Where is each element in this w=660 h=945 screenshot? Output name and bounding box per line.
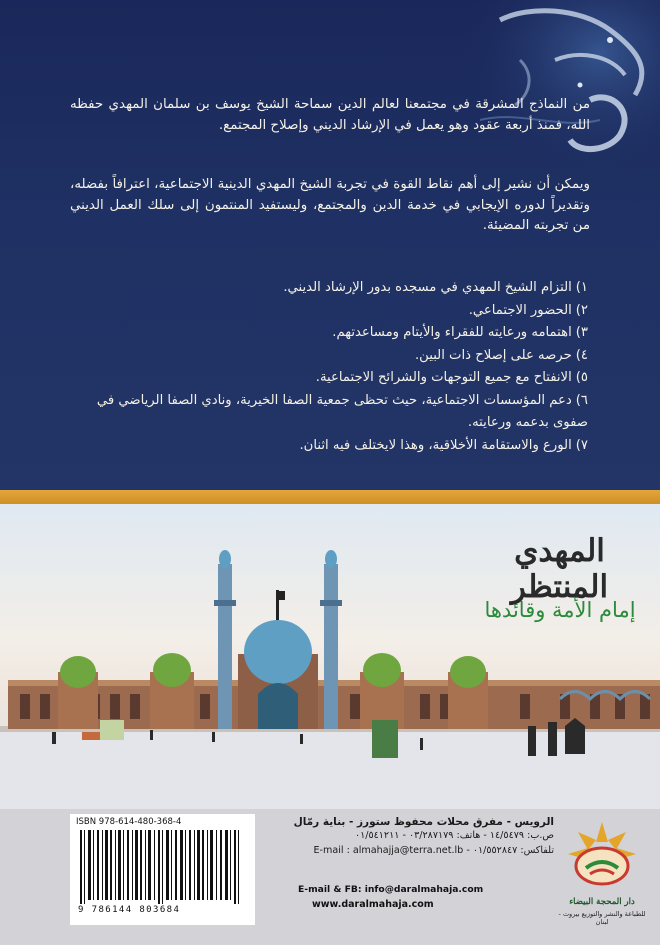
list-item: ١)التزام الشيخ المهدي في مسجده بدور الإرشاد الديني. — [283, 280, 588, 295]
isbn-text: ISBN 978-614-480-368-4 — [76, 817, 182, 827]
publisher-logo-icon — [558, 818, 646, 924]
list-item: ٣)اهتمامه ورعايته للفقراء والأيتام ومساعدتهم. — [332, 325, 588, 340]
publisher-address: الرويس - مفرق محلات محفوظ ستورز - بناية رمّال — [293, 816, 554, 828]
strengths-paragraph: ويمكن أن نشير إلى أهم نقاط القوة في تجربة الشيخ المهدي الدينية الاجتماعية، اعترافاً بفضله، وتقديراً لدوره الإيجابي في خدمة الدين والمجتمع، وليستفيد المنتمون إلى سلك العمل الديني من تجربته المضيئة. — [70, 177, 590, 233]
publisher-email-fb: E-mail & FB: info@daralmahaja.com — [298, 884, 484, 895]
points-list — [58, 277, 588, 457]
publisher-fax: تلفاكس: ٠١/٥٥٢٨٤٧ - E-mail : almahajja@terra.net.lb — [313, 844, 554, 856]
list-item: ٦)دعم المؤسسات الاجتماعية، حيث تحظى جمعية الصفا الخيرية، ونادي الصفا الرياضي في صفوى بدعمه ورعايته. — [96, 392, 588, 430]
publisher-phones: ص.ب: ١٤/٥٤٧٩ - هاتف: ٠٣/٢٨٧١٧٩ - ٠١/٥٤١٢١١ — [354, 830, 554, 842]
publisher-website: www.daralmahaja.com — [312, 899, 434, 910]
calligraphy-ornament — [460, 0, 660, 175]
list-item: ٥)الانفتاح مع جميع التوجهات والشرائح الاجتماعية. — [315, 370, 588, 385]
list-item: ٧)الورع والاستقامة الأخلاقية، وهذا لايختلف فيه اثنان. — [299, 437, 588, 453]
book-title: المهدي المنتظر — [510, 533, 609, 605]
book-subtitle: إمام الأمة وقائدها — [484, 598, 636, 622]
publisher-contact — [262, 815, 554, 858]
list-item: ٢)الحضور الاجتماعي. — [468, 302, 588, 318]
intro-paragraph: من النماذج المشرقة في مجتمعنا لعالم الدين سماحة الشيخ يوسف بن سلمان المهدي حفظه الله، فمنذ أربعة عقود وهو يعمل في الإرشاد الديني وإصلاح المجتمع. — [70, 97, 590, 133]
barcode-digits: 9 786144 803684 — [78, 905, 181, 915]
list-item: ٤)حرصه على إصلاح ذات البين. — [414, 347, 588, 363]
gold-divider — [0, 490, 660, 504]
publisher-tagline: للطباعة والنشر والتوزيع بيروت - لبنان — [558, 910, 646, 926]
publisher-name: دار المحجة البيضاء — [569, 897, 635, 907]
